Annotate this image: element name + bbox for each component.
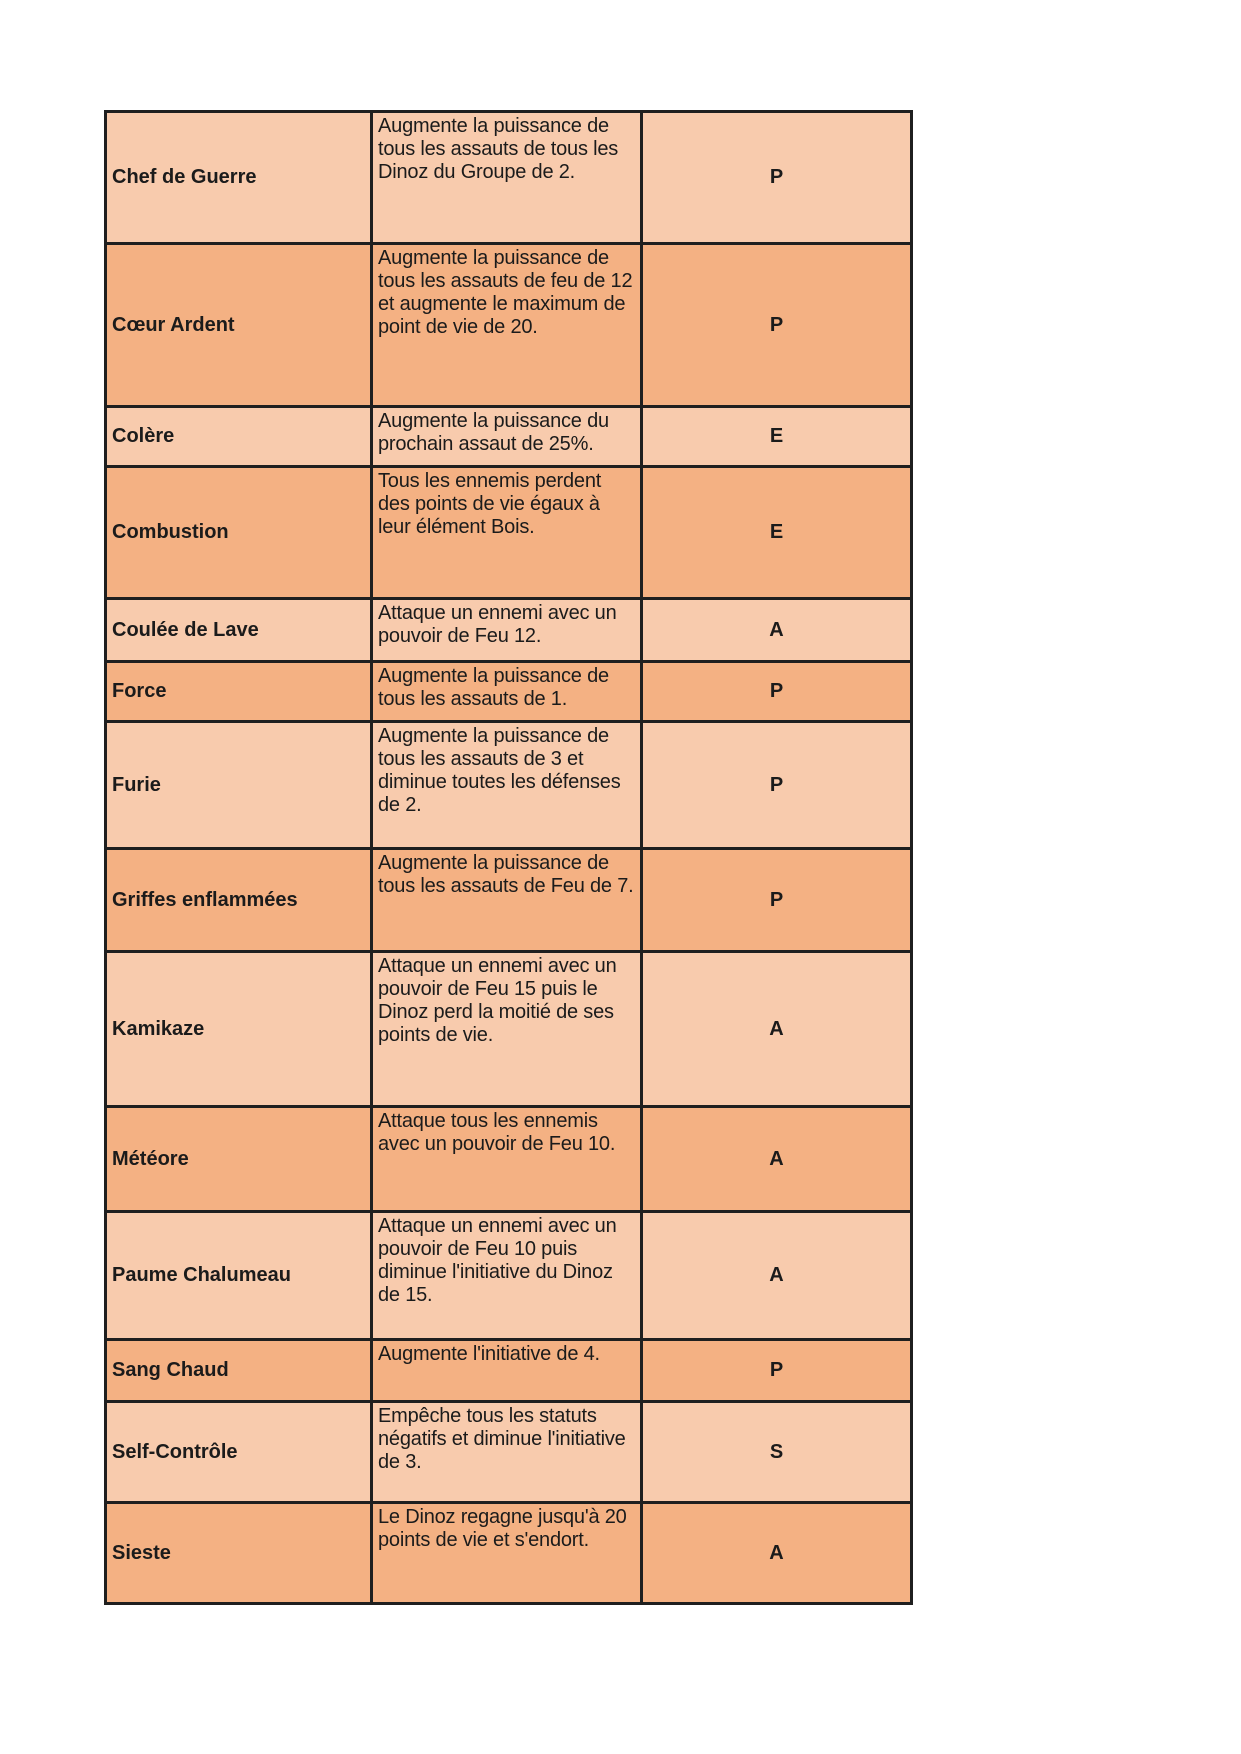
- skill-name-cell: Sang Chaud: [106, 1340, 372, 1402]
- skill-name-cell: Griffes enflammées: [106, 849, 372, 952]
- table-row: [106, 407, 912, 467]
- table-row: [106, 722, 912, 849]
- table-row: [106, 1340, 912, 1402]
- skill-type-cell: P: [642, 662, 912, 722]
- table-row: [106, 952, 912, 1107]
- skill-description-cell: Tous les ennemis perdent des points de vie égaux à leur élément Bois.: [372, 467, 642, 599]
- skill-name-cell: Colère: [106, 407, 372, 467]
- skill-description-cell: Augmente la puissance de tous les assauts de 1.: [372, 662, 642, 722]
- skill-name-cell: Paume Chalumeau: [106, 1212, 372, 1340]
- skill-name-cell: Cœur Ardent: [106, 244, 372, 407]
- table-row: [106, 1107, 912, 1212]
- table-row: [106, 599, 912, 662]
- skill-description-cell: Attaque tous les ennemis avec un pouvoir de Feu 10.: [372, 1107, 642, 1212]
- skill-type-cell: S: [642, 1402, 912, 1503]
- skill-type-cell: A: [642, 952, 912, 1107]
- skill-name-cell: Furie: [106, 722, 372, 849]
- table-row: [106, 1402, 912, 1503]
- skill-description-cell: Le Dinoz regagne jusqu'à 20 points de vie et s'endort.: [372, 1503, 642, 1604]
- skill-description-cell: Augmente la puissance de tous les assauts de Feu de 7.: [372, 849, 642, 952]
- skill-name-cell: Self-Contrôle: [106, 1402, 372, 1503]
- skill-type-cell: A: [642, 1107, 912, 1212]
- skill-type-cell: P: [642, 244, 912, 407]
- skill-type-cell: P: [642, 112, 912, 244]
- skill-type-cell: A: [642, 1212, 912, 1340]
- table-row: [106, 1212, 912, 1340]
- skill-type-cell: E: [642, 467, 912, 599]
- table-row: [106, 849, 912, 952]
- table-row: [106, 467, 912, 599]
- skill-type-cell: P: [642, 1340, 912, 1402]
- skill-description-cell: Augmente la puissance du prochain assaut de 25%.: [372, 407, 642, 467]
- skill-description-cell: Augmente l'initiative de 4.: [372, 1340, 642, 1402]
- skill-name-cell: Force: [106, 662, 372, 722]
- skill-description-cell: Attaque un ennemi avec un pouvoir de Feu 10 puis diminue l'initiative du Dinoz de 15.: [372, 1212, 642, 1340]
- skill-description-cell: Augmente la puissance de tous les assauts de feu de 12 et augmente le maximum de point de vie de 20.: [372, 244, 642, 407]
- skill-description-cell: Augmente la puissance de tous les assauts de tous les Dinoz du Groupe de 2.: [372, 112, 642, 244]
- table-row: [106, 1503, 912, 1604]
- skill-name-cell: Sieste: [106, 1503, 372, 1604]
- skill-description-cell: Empêche tous les statuts négatifs et diminue l'initiative de 3.: [372, 1402, 642, 1503]
- skills-table: [104, 110, 913, 1605]
- table-row: [106, 662, 912, 722]
- skill-type-cell: E: [642, 407, 912, 467]
- skill-name-cell: Combustion: [106, 467, 372, 599]
- skill-description-cell: Attaque un ennemi avec un pouvoir de Feu 12.: [372, 599, 642, 662]
- skill-type-cell: P: [642, 722, 912, 849]
- skill-name-cell: Météore: [106, 1107, 372, 1212]
- skill-name-cell: Kamikaze: [106, 952, 372, 1107]
- skills-table-body: [106, 112, 912, 1604]
- table-row: [106, 112, 912, 244]
- skill-name-cell: Coulée de Lave: [106, 599, 372, 662]
- table-row: [106, 244, 912, 407]
- skill-type-cell: A: [642, 599, 912, 662]
- skill-name-cell: Chef de Guerre: [106, 112, 372, 244]
- skill-type-cell: A: [642, 1503, 912, 1604]
- skill-description-cell: Augmente la puissance de tous les assauts de 3 et diminue toutes les défenses de 2.: [372, 722, 642, 849]
- skill-type-cell: P: [642, 849, 912, 952]
- skill-description-cell: Attaque un ennemi avec un pouvoir de Feu 15 puis le Dinoz perd la moitié de ses points de vie.: [372, 952, 642, 1107]
